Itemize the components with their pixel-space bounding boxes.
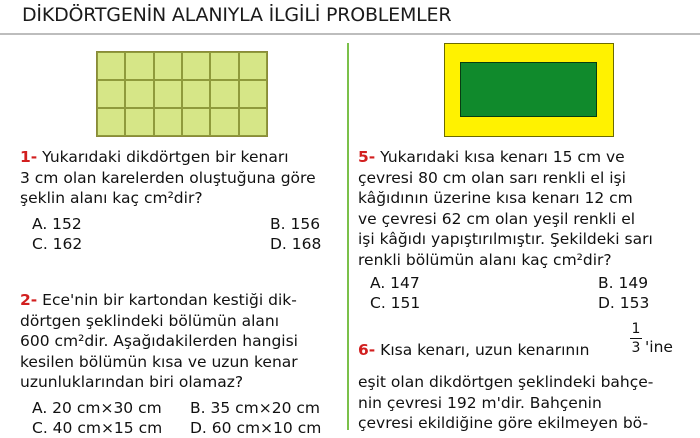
q1-option-a[interactable]: A. 152 xyxy=(32,215,82,233)
grid-cell xyxy=(210,108,238,136)
q2-text: Ece'nin bir kartondan kestiği dik- xyxy=(42,291,297,309)
q1-option-d[interactable]: D. 168 xyxy=(270,235,322,253)
q5-text: Yukarıdaki kısa kenarı 15 cm ve xyxy=(380,148,625,166)
question-1 xyxy=(20,147,316,209)
q1-line-2: 3 cm olan karelerden oluştuğuna göre xyxy=(20,168,316,187)
q2-line-3: 600 cm²dir. Aşağıdakilerden hangisi xyxy=(20,332,298,350)
grid-cell xyxy=(154,52,182,80)
grid-cell xyxy=(97,52,125,80)
q5-option-a[interactable]: A. 147 xyxy=(370,274,420,292)
q5-number: 5- xyxy=(358,148,376,166)
q6-line-1 xyxy=(358,340,589,361)
grid-cell xyxy=(210,52,238,80)
question-5 xyxy=(358,147,653,270)
q1-grid-figure xyxy=(96,51,268,137)
grid-cell xyxy=(182,80,210,108)
grid-cell xyxy=(182,108,210,136)
q5-option-b[interactable]: B. 149 xyxy=(598,274,649,292)
grid-cell xyxy=(97,108,125,136)
q2-option-c[interactable]: C. 40 cm×15 cm xyxy=(32,419,163,437)
q6-text: Kısa kenarı, uzun kenarının xyxy=(380,341,590,359)
grid-cell xyxy=(154,108,182,136)
q6-line-2: eşit olan dikdörtgen şeklindeki bahçe- xyxy=(358,373,654,391)
question-6 xyxy=(358,372,653,434)
q1-number: 1- xyxy=(20,148,38,166)
q1-line-1 xyxy=(20,147,316,168)
grid-cell xyxy=(125,52,153,80)
q6-number: 6- xyxy=(358,341,376,359)
grid-cell xyxy=(239,52,267,80)
q2-line-5: uzunluklarından biri olamaz? xyxy=(20,373,244,391)
q2-line-1 xyxy=(20,290,298,311)
fraction-numerator: 1 xyxy=(631,321,641,337)
q1-text: Yukarıdaki dikdörtgen bir kenarı xyxy=(42,148,289,166)
grid-cell xyxy=(125,108,153,136)
q5-line-5: işi kâğıdı yapıştırılmıştır. Şekildeki sarı xyxy=(358,230,653,248)
grid-cell xyxy=(125,80,153,108)
grid-cell xyxy=(210,80,238,108)
q6-line-4: çevresi ekildiğine göre ekilmeyen bö- xyxy=(358,414,649,432)
q2-number: 2- xyxy=(20,291,38,309)
q5-option-c[interactable]: C. 151 xyxy=(370,294,421,312)
question-2 xyxy=(20,290,298,393)
q2-option-d[interactable]: D. 60 cm×10 cm xyxy=(190,419,322,437)
fraction-bar xyxy=(630,338,642,339)
column-separator xyxy=(347,43,349,430)
q2-line-4: kesilen bölümün kısa ve uzun kenar xyxy=(20,352,298,371)
q2-option-a[interactable]: A. 20 cm×30 cm xyxy=(32,399,162,417)
q2-line-2: dörtgen şeklindeki bölümün alanı xyxy=(20,311,280,330)
grid-cell xyxy=(239,80,267,108)
q5-green-paper xyxy=(460,62,597,117)
q6-line-3: nin çevresi 192 m'dir. Bahçenin xyxy=(358,393,602,412)
q5-line-4: ve çevresi 62 cm olan yeşil renkli el xyxy=(358,209,636,228)
q5-line-3: kâğıdının üzerine kısa kenarı 12 cm xyxy=(358,189,633,207)
q5-option-d[interactable]: D. 153 xyxy=(598,294,650,312)
grid-cell xyxy=(97,80,125,108)
q1-option-b[interactable]: B. 156 xyxy=(270,215,321,233)
q6-first-line xyxy=(358,340,589,361)
page-title: DİKDÖRTGENİN ALANIYLA İLGİLİ PROBLEMLER xyxy=(22,4,452,26)
q6-fraction xyxy=(630,321,642,356)
grid-cell xyxy=(239,108,267,136)
q6-fraction-suffix: 'ine xyxy=(645,338,673,356)
grid-cell xyxy=(182,52,210,80)
q2-option-b[interactable]: B. 35 cm×20 cm xyxy=(190,399,321,417)
q5-line-6: renkli bölümün alanı kaç cm²dir? xyxy=(358,250,612,269)
q5-line-1 xyxy=(358,147,653,168)
q5-line-2: çevresi 80 cm olan sarı renkli el işi xyxy=(358,168,626,187)
q1-option-c[interactable]: C. 162 xyxy=(32,235,83,253)
title-underline xyxy=(0,33,700,35)
fraction-denominator: 3 xyxy=(631,340,641,356)
grid-cell xyxy=(154,80,182,108)
q1-line-3: şeklin alanı kaç cm²dir? xyxy=(20,189,203,207)
